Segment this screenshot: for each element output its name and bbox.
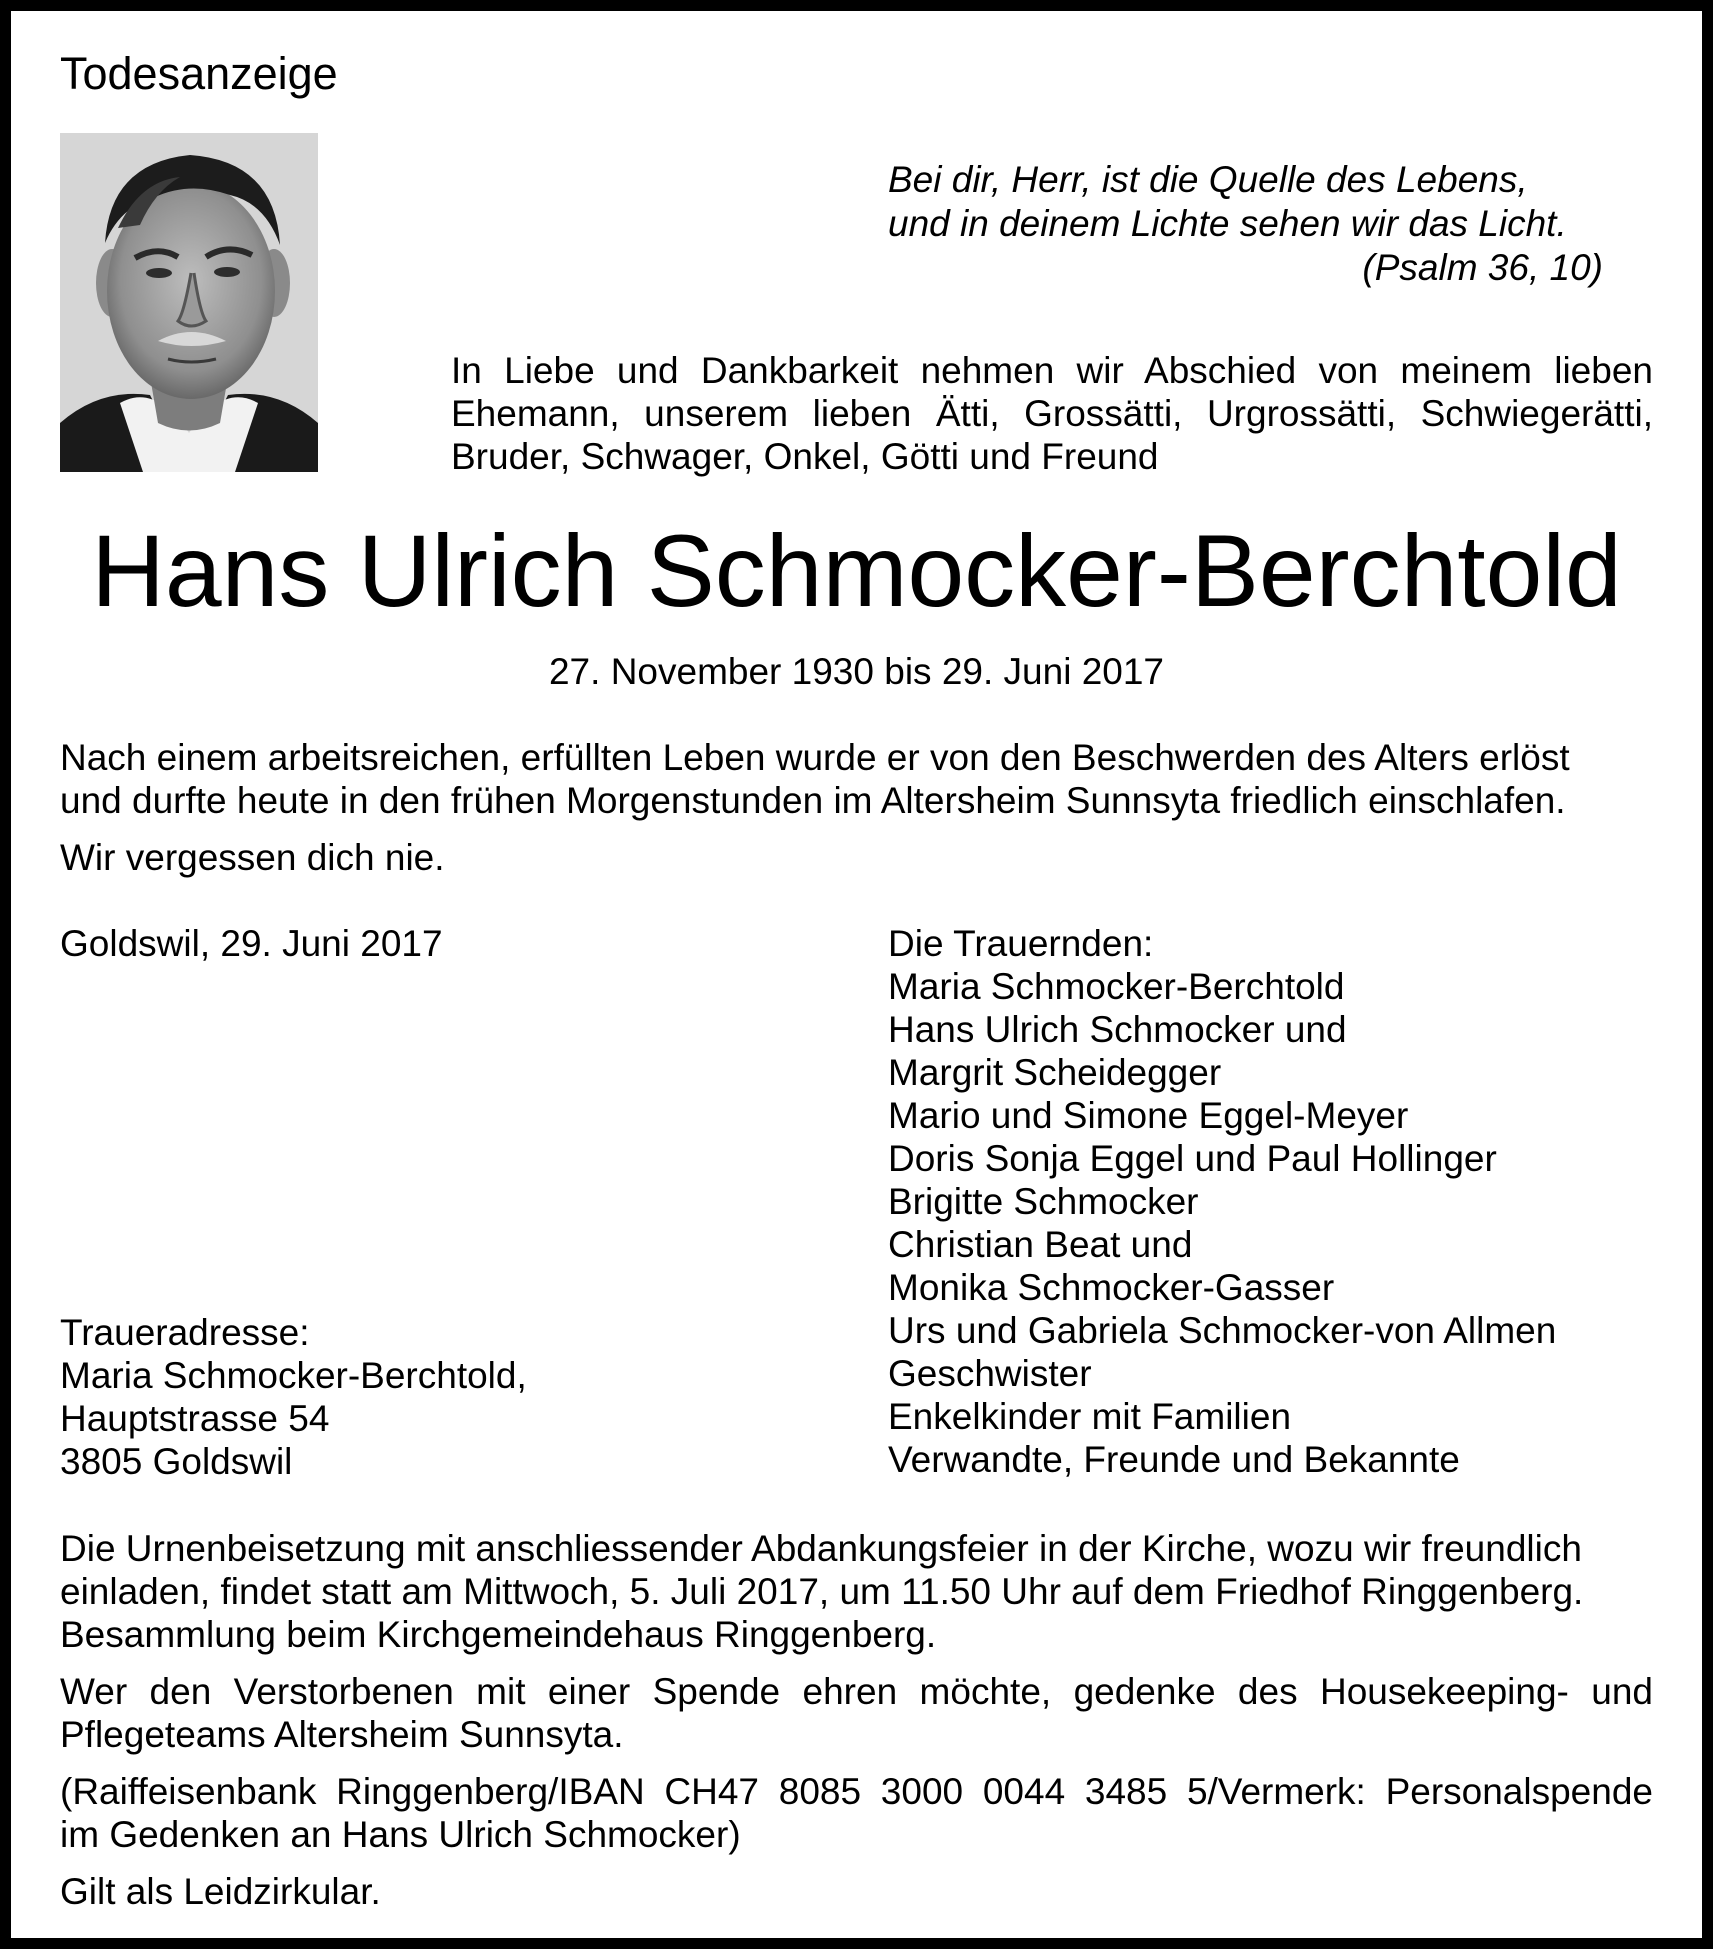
place-date <box>60 922 443 965</box>
mourners-heading: Die Trauernden: <box>888 923 1154 964</box>
intro-line: Ehemann, unserem lieben Ätti, Grossätti, Urgrossätti, Schwiegerätti, <box>451 393 1653 434</box>
address-line: 3805 Goldswil <box>60 1441 293 1482</box>
mourner-name: Monika Schmocker-Gasser <box>888 1267 1335 1308</box>
ceremony-line: einladen, findet statt am Mittwoch, 5. Juli 2017, um 11.50 Uhr auf dem Friedhof Ringgenberg. <box>60 1571 1584 1612</box>
ceremony-line: Besammlung beim Kirchgemeindehaus Ringgenberg. <box>60 1614 937 1655</box>
intro-line: Bruder, Schwager, Onkel, Götti und Freund <box>451 436 1159 477</box>
passing-line: und durfte heute in den frühen Morgenstunden im Altersheim Sunnsyta friedlich einschlafen. <box>60 780 1566 821</box>
mourner-name: Christian Beat und <box>888 1224 1193 1265</box>
deceased-name: Hans Ulrich Schmocker-Berchtold <box>91 514 1622 628</box>
address-label: Traueradresse: <box>60 1312 310 1353</box>
address-line: Maria Schmocker-Berchtold, <box>60 1355 527 1396</box>
mourner-name: Maria Schmocker-Berchtold <box>888 966 1345 1007</box>
footer-note <box>60 1870 1653 1913</box>
bank-line: im Gedenken an Hans Ulrich Schmocker) <box>60 1814 741 1855</box>
psalm-reference: (Psalm 36, 10) <box>1362 247 1603 288</box>
quote-line: und in deinem Lichte sehen wir das Licht. <box>888 203 1567 244</box>
announcement-heading: Todesanzeige <box>60 48 338 99</box>
psalm-quote <box>888 158 1567 246</box>
footer-note-text: Gilt als Leidzirkular. <box>60 1871 381 1912</box>
ceremony-paragraph <box>60 1527 1653 1656</box>
life-dates: 27. November 1930 bis 29. Juni 2017 <box>548 651 1165 692</box>
mourner-name: Margrit Scheidegger <box>888 1052 1222 1093</box>
ceremony-line: Die Urnenbeisetzung mit anschliessender Abdankungsfeier in der Kirche, wozu wir freundlich <box>60 1528 1582 1569</box>
bank-details <box>60 1770 1653 1856</box>
donation-paragraph <box>60 1670 1653 1756</box>
closing-line <box>60 836 1653 879</box>
donation-line: Wer den Verstorbenen mit einer Spende ehren möchte, gedenke des Housekeeping- und <box>60 1671 1653 1712</box>
mourner-name: Doris Sonja Eggel und Paul Hollinger <box>888 1138 1497 1179</box>
address-line: Hauptstrasse 54 <box>60 1398 330 1439</box>
mourner-name: Urs und Gabriela Schmocker-von Allmen <box>888 1310 1557 1351</box>
intro-line: In Liebe und Dankbarkeit nehmen wir Abschied von meinem lieben <box>451 350 1653 391</box>
mourner-name: Geschwister <box>888 1353 1092 1394</box>
bank-line: (Raiffeisenbank Ringgenberg/IBAN CH47 8085 3000 0044 3485 5/Vermerk: Personalspende <box>60 1771 1653 1812</box>
passing-line: Nach einem arbeitsreichen, erfüllten Leben wurde er von den Beschwerden des Alters erlöst <box>60 737 1570 778</box>
closing-text: Wir vergessen dich nie. <box>60 837 445 878</box>
mourner-name: Brigitte Schmocker <box>888 1181 1199 1222</box>
mourner-name: Hans Ulrich Schmocker und <box>888 1009 1347 1050</box>
mourner-name: Verwandte, Freunde und Bekannte <box>888 1439 1460 1480</box>
farewell-intro <box>451 349 1653 478</box>
place-date-text: Goldswil, 29. Juni 2017 <box>60 923 443 964</box>
mourning-address <box>60 1311 527 1483</box>
donation-line: Pflegeteams Altersheim Sunnsyta. <box>60 1714 624 1755</box>
portrait-photo <box>60 133 318 472</box>
mourners-list <box>888 922 1556 1481</box>
mourner-name: Enkelkinder mit Familien <box>888 1396 1292 1437</box>
passing-paragraph <box>60 736 1653 822</box>
mourner-name: Mario und Simone Eggel-Meyer <box>888 1095 1409 1136</box>
quote-line: Bei dir, Herr, ist die Quelle des Lebens, <box>888 159 1528 200</box>
